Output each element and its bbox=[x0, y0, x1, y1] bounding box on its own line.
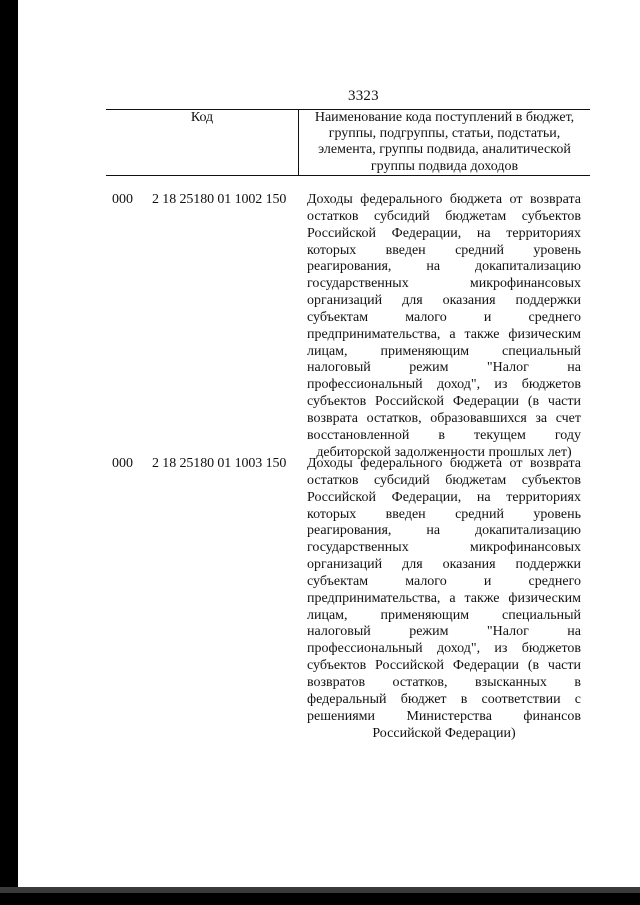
scan-edge-left bbox=[0, 0, 18, 905]
row-admin-code: 000 bbox=[112, 192, 133, 207]
scan-edge-bottom bbox=[0, 893, 640, 905]
row-description: Доходы федерального бюджета от возврата остатков субсидий бюджетам субъектов Российской Федерации, на территориях которых введен средний уровень реагирования, на докапитализацию государственных микрофинансовых организаций для оказания поддержки субъектам малого и среднего предпринимательства, а также физическим лицам, применяющим специальный налоговый режим "Налог на профессиональный доход", из бюджетов субъектов Российской Федерации (в части возвратов остатков, взысканных в федеральный бюджет в соответствии с решениями Министерства финансов Российской Федерации) bbox=[307, 456, 581, 741]
row-admin-code: 000 bbox=[112, 456, 133, 471]
header-name-label: Наименование кода поступлений в бюджет, группы, подгруппы, статьи, подстатьи, элемента, группы подвида, аналитической группы подвида доходов bbox=[314, 110, 575, 174]
row-income-code: 2 18 25180 01 1002 150 bbox=[152, 192, 287, 207]
row-description: Доходы федерального бюджета от возврата остатков субсидий бюджетам субъектов Российской Федерации, на территориях которых введен средний уровень реагирования, на докапитализацию государственных микрофинансовых организаций для оказания поддержки субъектам малого и среднего предпринимательства, а также физическим лицам, применяющим специальный налоговый режим "Налог на профессиональный доход", из бюджетов субъектов Российской Федерации (в части возврата остатков, образовавшихся за счет восстановленной в текущем году дебиторской задолженности прошлых лет) bbox=[307, 192, 581, 460]
row-income-code: 2 18 25180 01 1003 150 bbox=[152, 456, 287, 471]
table-header bbox=[106, 109, 590, 176]
page-number: 3323 bbox=[348, 88, 379, 104]
header-code-label: Код bbox=[190, 110, 214, 125]
